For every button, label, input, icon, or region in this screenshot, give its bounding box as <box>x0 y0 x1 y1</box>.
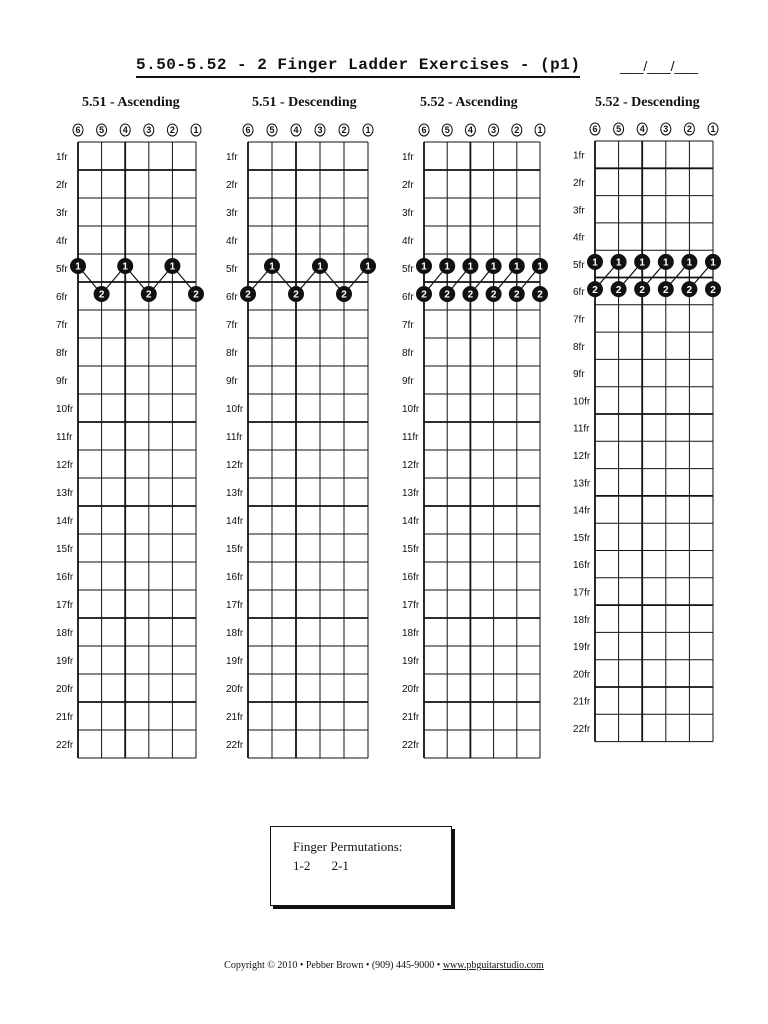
fret-label: 18fr <box>226 628 244 639</box>
finger-number: 1 <box>169 261 176 273</box>
finger-number: 1 <box>615 257 622 269</box>
fret-label: 22fr <box>226 740 244 751</box>
website-link[interactable]: www.pbguitarstudio.com <box>442 960 544 971</box>
fret-label: 7fr <box>573 314 585 326</box>
finger-permutations-box <box>270 826 452 906</box>
finger-number: 1 <box>686 257 693 269</box>
fret-label: 22fr <box>56 740 74 751</box>
fret-label: 10fr <box>573 396 591 408</box>
finger-number: 2 <box>537 289 543 301</box>
fret-label: 5fr <box>226 264 238 275</box>
finger-number: 1 <box>639 257 645 269</box>
fret-label: 13fr <box>402 488 420 499</box>
string-number: 1 <box>365 125 371 136</box>
fret-label: 5fr <box>573 259 585 271</box>
finger-number: 1 <box>710 257 716 269</box>
string-number: 5 <box>444 125 450 136</box>
fret-label: 7fr <box>402 320 414 331</box>
string-number: 2 <box>169 125 175 136</box>
fret-label: 9fr <box>573 369 585 381</box>
fret-label: 6fr <box>573 287 585 299</box>
fret-label: 11fr <box>402 432 419 443</box>
fret-label: 21fr <box>56 712 74 723</box>
fret-label: 12fr <box>402 460 420 471</box>
fret-label: 21fr <box>573 696 591 708</box>
fret-label: 2fr <box>573 177 585 189</box>
finger-number: 2 <box>592 284 598 296</box>
fret-label: 6fr <box>226 292 238 303</box>
diagram-title-1: 5.51 - Ascending <box>82 95 180 110</box>
finger-number: 2 <box>514 289 520 301</box>
fret-label: 15fr <box>56 544 74 555</box>
finger-number: 1 <box>269 261 275 273</box>
fret-label: 4fr <box>573 232 585 244</box>
permutations-values <box>293 858 367 874</box>
fret-label: 9fr <box>56 376 68 387</box>
fret-label: 20fr <box>56 684 74 695</box>
fret-label: 17fr <box>226 600 244 611</box>
finger-number: 1 <box>365 261 371 273</box>
fret-label: 4fr <box>226 236 238 247</box>
fret-label: 14fr <box>573 505 591 517</box>
finger-number: 1 <box>663 257 669 269</box>
fret-label: 16fr <box>402 572 420 583</box>
fret-label: 11fr <box>573 423 590 435</box>
copyright-text: Copyright © 2010 • Pebber Brown • (909) 445-9000 • <box>224 960 441 971</box>
finger-number: 2 <box>293 289 299 301</box>
fret-label: 3fr <box>402 208 414 219</box>
string-number: 1 <box>710 124 716 135</box>
fret-label: 19fr <box>56 656 74 667</box>
finger-number: 1 <box>421 261 427 273</box>
finger-number: 1 <box>592 257 598 269</box>
permutation-item: 1-2 <box>293 858 311 873</box>
finger-number: 2 <box>444 289 450 301</box>
fret-label: 9fr <box>402 376 414 387</box>
fret-label: 3fr <box>573 205 585 217</box>
fret-label: 3fr <box>226 208 238 219</box>
fret-label: 15fr <box>226 544 244 555</box>
fret-label: 17fr <box>573 587 591 599</box>
fret-label: 1fr <box>226 152 238 163</box>
finger-number: 2 <box>639 284 645 296</box>
finger-number: 1 <box>317 261 323 273</box>
finger-number: 2 <box>98 289 105 301</box>
string-number: 1 <box>537 125 543 136</box>
fret-label: 4fr <box>56 236 68 247</box>
fret-label: 9fr <box>226 376 238 387</box>
fret-label: 18fr <box>573 614 591 626</box>
fret-label: 8fr <box>226 348 238 359</box>
fret-label: 7fr <box>226 320 238 331</box>
permutations-title: Finger Permutations: <box>293 839 403 854</box>
fret-label: 13fr <box>56 488 74 499</box>
fret-label: 19fr <box>402 656 420 667</box>
fret-label: 8fr <box>402 348 414 359</box>
fret-label: 22fr <box>573 723 591 735</box>
string-number: 5 <box>99 125 105 136</box>
fret-label: 10fr <box>402 404 420 415</box>
finger-number: 2 <box>245 289 251 301</box>
finger-number: 1 <box>537 261 543 273</box>
string-number: 6 <box>245 125 251 136</box>
fret-label: 16fr <box>573 560 591 572</box>
fret-label: 11fr <box>226 432 243 443</box>
fret-label: 2fr <box>226 180 238 191</box>
fret-label: 7fr <box>56 320 68 331</box>
string-number: 4 <box>293 125 299 136</box>
fret-label: 17fr <box>402 600 420 611</box>
string-number: 5 <box>269 125 275 136</box>
string-number: 6 <box>592 124 598 135</box>
fret-label: 6fr <box>56 292 68 303</box>
string-number: 3 <box>491 125 497 136</box>
fret-label: 4fr <box>402 236 414 247</box>
finger-number: 2 <box>146 289 152 301</box>
fret-label: 20fr <box>402 684 420 695</box>
fretboard-4 <box>573 123 721 742</box>
fret-label: 6fr <box>402 292 414 303</box>
finger-number: 2 <box>663 284 669 296</box>
string-number: 2 <box>514 125 520 136</box>
fret-label: 14fr <box>402 516 420 527</box>
fret-label: 2fr <box>402 180 414 191</box>
fretboard-2 <box>226 124 376 758</box>
finger-number: 2 <box>467 289 474 301</box>
finger-number: 2 <box>421 289 427 301</box>
fret-label: 16fr <box>226 572 244 583</box>
string-number: 5 <box>616 124 622 135</box>
fret-label: 16fr <box>56 572 74 583</box>
page-footer <box>0 960 768 971</box>
finger-number: 1 <box>444 261 450 273</box>
string-number: 4 <box>467 125 473 136</box>
finger-number: 1 <box>490 261 497 273</box>
string-number: 4 <box>122 125 128 136</box>
fret-label: 13fr <box>573 478 591 490</box>
fret-label: 8fr <box>573 341 585 353</box>
fret-label: 12fr <box>226 460 244 471</box>
fret-label: 12fr <box>56 460 74 471</box>
string-number: 2 <box>341 125 347 136</box>
finger-number: 1 <box>122 261 128 273</box>
fret-label: 15fr <box>402 544 420 555</box>
string-number: 3 <box>146 125 152 136</box>
fret-label: 10fr <box>226 404 244 415</box>
fret-label: 12fr <box>573 450 591 462</box>
fretboard-1 <box>56 124 204 758</box>
fret-label: 11fr <box>56 432 73 443</box>
fret-label: 5fr <box>402 264 414 275</box>
finger-number: 1 <box>467 261 474 273</box>
fretboard-3 <box>402 124 548 758</box>
fret-label: 21fr <box>226 712 244 723</box>
finger-number: 2 <box>615 284 622 296</box>
fret-label: 3fr <box>56 208 68 219</box>
fret-label: 14fr <box>226 516 244 527</box>
fret-label: 18fr <box>56 628 74 639</box>
fret-label: 5fr <box>56 264 68 275</box>
date-blank: ___/___/___ <box>620 58 698 74</box>
string-number: 3 <box>663 124 669 135</box>
diagram-title-3: 5.52 - Ascending <box>420 95 518 110</box>
fret-label: 1fr <box>573 150 585 162</box>
finger-number: 2 <box>341 289 347 301</box>
fret-label: 18fr <box>402 628 420 639</box>
fret-label: 17fr <box>56 600 74 611</box>
string-number: 3 <box>317 125 323 136</box>
string-number: 2 <box>686 124 692 135</box>
fret-label: 14fr <box>56 516 74 527</box>
fret-label: 19fr <box>573 642 591 654</box>
fret-label: 10fr <box>56 404 74 415</box>
finger-number: 1 <box>514 261 520 273</box>
string-number: 4 <box>639 124 645 135</box>
string-number: 1 <box>193 125 199 136</box>
fret-label: 1fr <box>56 152 68 163</box>
permutation-item: 2-1 <box>331 858 349 873</box>
finger-number: 1 <box>75 261 81 273</box>
diagram-title-2: 5.51 - Descending <box>252 95 357 110</box>
fret-label: 2fr <box>56 180 68 191</box>
string-number: 6 <box>421 125 427 136</box>
fret-label: 8fr <box>56 348 68 359</box>
fret-label: 21fr <box>402 712 420 723</box>
finger-number: 2 <box>686 284 693 296</box>
finger-number: 2 <box>710 284 716 296</box>
fret-label: 1fr <box>402 152 414 163</box>
fret-label: 13fr <box>226 488 244 499</box>
fret-label: 15fr <box>573 532 591 544</box>
page-title: 5.50-5.52 - 2 Finger Ladder Exercises - (p1) <box>136 56 580 78</box>
fret-label: 22fr <box>402 740 420 751</box>
fret-label: 20fr <box>573 669 591 681</box>
fret-label: 20fr <box>226 684 244 695</box>
finger-number: 2 <box>193 289 199 301</box>
finger-number: 2 <box>490 289 497 301</box>
fret-label: 19fr <box>226 656 244 667</box>
diagram-title-4: 5.52 - Descending <box>595 95 700 110</box>
string-number: 6 <box>75 125 81 136</box>
